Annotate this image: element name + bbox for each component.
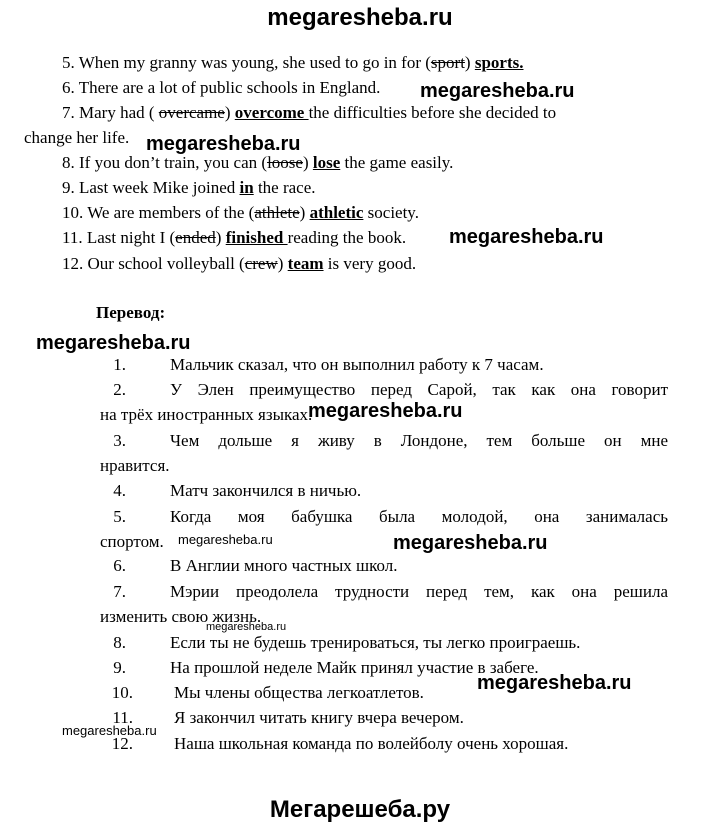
watermark-logo: megaresheba.ru: [36, 332, 191, 354]
watermark-logo: megaresheba.ru: [420, 80, 575, 102]
struck-word: ended: [175, 228, 216, 247]
translation-number: 9.: [113, 658, 126, 677]
exercise-item-12: [62, 254, 416, 274]
watermark-logo: megaresheba.ru: [206, 621, 287, 633]
exercise-item-11: [62, 228, 406, 248]
translation-text: Я закончил читать книгу вчера вечером.: [174, 708, 464, 727]
struck-word: sport: [430, 53, 465, 72]
item-text: Our school volleyball (: [87, 254, 245, 273]
exercise-item-8: [62, 153, 453, 173]
translation-text: Наша школьная команда по волейболу очень хорошая.: [174, 734, 569, 753]
struck-word: overcame: [158, 103, 225, 122]
translation-text: Матч закончился в ничью.: [170, 481, 362, 500]
translation-text-cont: изменить свою жизнь.: [100, 607, 262, 626]
exercise-item-7: [62, 103, 668, 123]
answer-word: finished: [225, 228, 288, 247]
watermark-logo: megaresheba.ru: [62, 723, 157, 738]
item-text: society.: [363, 203, 419, 222]
translation-number: 8.: [113, 633, 126, 652]
item-text: Last week Mike joined: [79, 178, 240, 197]
header-watermark: megaresheba.ru: [267, 4, 453, 31]
exercise-item-9: [62, 178, 316, 198]
item-text: ): [215, 228, 226, 247]
translation-text: Мэрии преодолела трудности перед тем, как она решила: [170, 582, 668, 601]
item-text: Last night I (: [86, 228, 176, 247]
translation-number: 6.: [113, 556, 126, 575]
watermark-logo: megaresheba.ru: [178, 532, 273, 547]
translation-number: 5.: [113, 507, 126, 526]
answer-word: in: [239, 178, 254, 197]
item-text: reading the book.: [287, 228, 407, 247]
item-text: the game easily.: [340, 153, 454, 172]
translation-number: 10.: [111, 683, 133, 702]
exercise-item-5: [62, 53, 524, 73]
item-number: 6.: [62, 78, 75, 97]
translation-text-cont: нравится.: [100, 456, 170, 475]
watermark-logo: megaresheba.ru: [477, 672, 632, 694]
struck-word: athlete: [254, 203, 300, 222]
struck-word: loose: [267, 153, 303, 172]
translation-text: У Элен преимущество перед Сарой, так как она говорит: [170, 380, 668, 399]
exercise-item-10: [62, 203, 419, 223]
watermark-logo: megaresheba.ru: [449, 226, 604, 248]
item-number: 8.: [62, 153, 75, 172]
translation-heading: Перевод:: [96, 303, 166, 322]
item-text: When my granny was young, she used to go in for (: [78, 53, 431, 72]
translation-text: Мальчик сказал, что он выполнил работу к 7 часам.: [170, 355, 544, 374]
exercise-item-6: [62, 78, 380, 98]
item-text: ): [224, 103, 235, 122]
item-number: 11.: [62, 228, 83, 247]
item-number: 5.: [62, 53, 75, 72]
item-text: We are members of the (: [87, 203, 255, 222]
answer-word: sports.: [474, 53, 524, 72]
footer-watermark: Мегарешеба.ру: [269, 796, 451, 823]
item-number: 10.: [62, 203, 84, 222]
item-number: 12.: [62, 254, 84, 273]
item-text: Mary had (: [79, 103, 159, 122]
translation-number: 12.: [111, 734, 133, 753]
answer-word: athletic: [309, 203, 364, 222]
item-text: the race.: [253, 178, 316, 197]
translation-text-cont: спортом.: [100, 532, 164, 551]
translation-number: 11.: [112, 708, 133, 727]
item-text: is very good.: [323, 254, 417, 273]
translation-number: 1.: [113, 355, 126, 374]
translation-text: Когда моя бабушка была молодой, она занималась: [170, 507, 668, 526]
item-number: 9.: [62, 178, 75, 197]
translation-text: Мы члены общества легкоатлетов.: [174, 683, 424, 702]
translation-number: 7.: [113, 582, 126, 601]
item-text: If you don’t train, you can (: [79, 153, 268, 172]
answer-word: team: [287, 254, 324, 273]
translation-text: Если ты не будешь тренироваться, ты легко проиграешь.: [170, 633, 581, 652]
item-text: There are a lot of public schools in England.: [78, 78, 381, 97]
translation-number: 3.: [113, 431, 126, 450]
item-text: ): [464, 53, 475, 72]
item-text: ): [302, 153, 313, 172]
watermark-logo: megaresheba.ru: [308, 400, 463, 422]
struck-word: crew: [244, 254, 278, 273]
watermark-logo: megaresheba.ru: [393, 532, 548, 554]
watermark-logo: megaresheba.ru: [146, 133, 301, 155]
translation-text: Чем дольше я живу в Лондоне, тем больше он мне: [170, 431, 668, 450]
item-text: ): [277, 254, 288, 273]
answer-word: overcome: [234, 103, 309, 122]
item-text: ): [299, 203, 310, 222]
exercise-item-7-cont: change her life.: [24, 128, 130, 147]
translation-text-cont: на трёх иностранных языках.: [100, 405, 313, 424]
translation-number: 2.: [113, 380, 126, 399]
translation-text: В Англии много частных школ.: [170, 556, 398, 575]
translation-number: 4.: [113, 481, 126, 500]
translation-text: На прошлой неделе Майк принял участие в забеге.: [170, 658, 539, 677]
answer-word: lose: [312, 153, 341, 172]
item-number: 7.: [62, 103, 75, 122]
item-text: the difficulties before she decided to: [308, 103, 557, 122]
